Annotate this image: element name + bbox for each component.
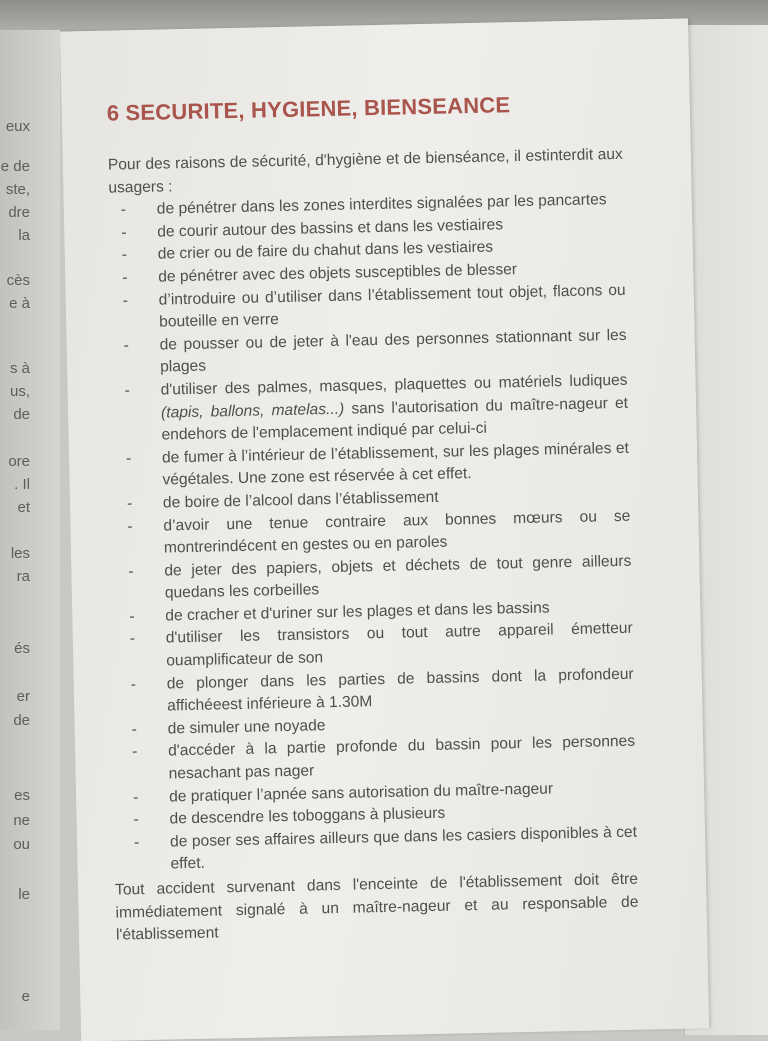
rule-text: de poser ses affaires ailleurs que dans les casiers disponibles à cet effet. xyxy=(169,823,638,873)
rule-text: d'accéder à la partie profonde du bassin pour les personnes nesachant pas nager xyxy=(167,733,636,783)
rule-text: de pénétrer avec des objets susceptibles de blesser xyxy=(158,261,518,286)
bullet-dash: - xyxy=(128,562,134,580)
section-content xyxy=(107,90,640,947)
bullet-dash: - xyxy=(130,675,137,693)
bullet-dash: - xyxy=(133,811,139,829)
margin-fragment: de xyxy=(13,712,30,729)
rule-text: de pénétrer dans les zones interdites signalées par les pancartes xyxy=(156,191,607,218)
rule-text: de courir autour des bassins et dans les vestiaires xyxy=(157,216,504,241)
bullet-dash: - xyxy=(131,720,138,739)
bullet-dash: - xyxy=(127,517,133,535)
bullet-dash: - xyxy=(133,833,140,852)
rule-text: d'utiliser les transistors ou tout autre appareil émetteur ouamplificateur de son xyxy=(165,620,633,670)
bullet-dash: - xyxy=(125,449,132,468)
margin-fragment: les xyxy=(10,545,30,562)
rule-text: de boire de l’alcool dans l’établissement xyxy=(162,488,439,512)
bullet-dash: - xyxy=(129,608,135,626)
rule-text: de jeter des papiers, objets et déchets de tout genre ailleurs quedans les corbeilles xyxy=(164,552,632,602)
margin-fragment: s à xyxy=(9,360,30,377)
margin-fragment: cès xyxy=(6,272,30,289)
rule-text: d'utiliser des palmes, masques, plaquettes ou matériels ludiques xyxy=(160,371,628,399)
margin-fragment: de xyxy=(13,406,30,423)
margin-fragment: . Il xyxy=(14,476,30,493)
margin-fragment: ou xyxy=(13,836,30,853)
bullet-dash: - xyxy=(121,224,127,242)
rule-item xyxy=(112,370,628,449)
left-page-edge xyxy=(0,30,60,1030)
rule-text-italic: (tapis, ballons, matelas...) xyxy=(160,400,345,422)
margin-fragment: e xyxy=(21,988,30,1005)
rule-text: de plonger dans les parties de bassins dont la profondeur affichéeest inférieure à 1.30M xyxy=(166,665,634,715)
margin-fragment: ne xyxy=(13,812,30,829)
margin-fragment: dre xyxy=(8,204,30,221)
bullet-dash: - xyxy=(121,246,128,264)
bullet-dash: - xyxy=(123,336,130,355)
margin-fragment: la xyxy=(18,227,30,244)
rule-text: de simuler une noyade xyxy=(167,717,326,738)
bullet-dash: - xyxy=(122,291,129,309)
margin-fragment: ra xyxy=(16,568,30,585)
rule-text-continued: sans l'autorisation du maître-nageur et endehors de l'emplacement indiqué par celui-ci xyxy=(161,394,629,444)
rule-text: de pratiquer l’apnée sans autorisation du maître-nageur xyxy=(168,780,554,806)
bullet-dash: - xyxy=(129,630,136,648)
margin-fragment: eux xyxy=(5,118,30,135)
document-page xyxy=(60,18,709,1041)
margin-fragment: et xyxy=(17,499,30,516)
bullet-dash: - xyxy=(124,382,130,400)
bullet-dash: - xyxy=(126,495,133,513)
bullet-dash: - xyxy=(120,201,127,219)
margin-fragment: és xyxy=(14,640,30,657)
rule-text: de descendre les toboggans à plusieurs xyxy=(169,804,446,828)
margin-fragment: e à xyxy=(9,295,30,312)
rules-list xyxy=(109,189,638,877)
bullet-dash: - xyxy=(132,788,139,806)
margin-fragment: le xyxy=(18,886,30,903)
bullet-dash: - xyxy=(122,269,128,287)
rule-text: de pousser ou de jeter à l'eau des personnes stationnant sur les plages xyxy=(159,326,627,376)
margin-fragment: ste, xyxy=(5,181,30,198)
section-title: 6 SECURITE, HYGIENE, BIENSEANCE xyxy=(106,92,511,126)
margin-fragment: er xyxy=(16,688,30,705)
rule-text: de cracher et d'uriner sur les plages et dans les bassins xyxy=(165,599,550,625)
margin-fragment: us, xyxy=(9,383,30,400)
bullet-dash: - xyxy=(131,743,138,761)
margin-fragment: e de xyxy=(0,158,30,175)
section-intro: Pour des raisons de sécurité, d'hygiène et de bienséance, il estinterdit aux usagers : xyxy=(107,145,623,197)
rule-text: de fumer à l’intérieur de l’établissement, sur les plages minérales et végétales. Une zone est réservée à cet effet. xyxy=(161,439,630,489)
margin-fragment: ore xyxy=(8,453,30,470)
rule-item xyxy=(122,821,638,877)
section-outro: Tout accident survenant dans l'enceinte de l'établissement doit être immédiatement signalé à un maître-nageur et au responsable de l'établissement xyxy=(114,870,639,944)
rule-text: d’avoir une tenue contraire aux bonnes mœurs ou se montrerindécent en gestes ou en paroles xyxy=(163,507,631,557)
rule-text: d’introduire ou d’utiliser dans l’établissement tout objet, flacons ou bouteille en verre xyxy=(158,281,626,331)
margin-fragment: es xyxy=(14,787,30,804)
rule-text: de crier ou de faire du chahut dans les vestiaires xyxy=(157,238,494,263)
